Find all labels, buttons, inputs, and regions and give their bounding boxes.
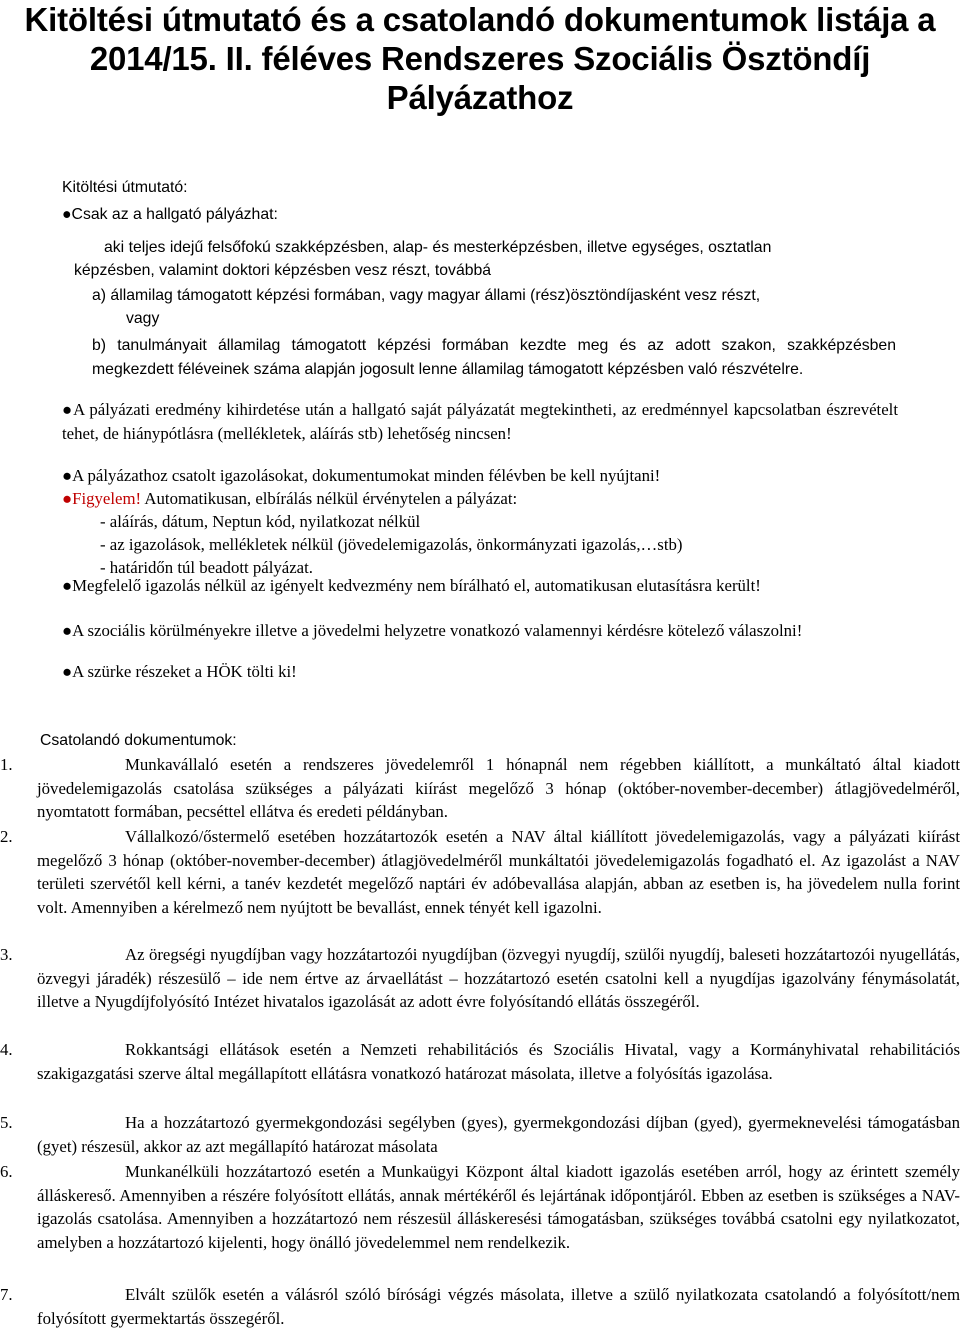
attachment-item-7 bbox=[0, 1283, 960, 1331]
condition-a-line-2: vagy bbox=[126, 310, 160, 327]
invalid-item-2: - az igazolások, mellékletek nélkül (jövedelemigazolás, önkormányzati igazolás,…stb) bbox=[100, 535, 683, 554]
grey-bullet: ●A szürke részeket a HÖK tölti ki! bbox=[62, 662, 297, 681]
attachment-number: 2. bbox=[0, 827, 13, 846]
attachment-number: 5. bbox=[0, 1113, 13, 1132]
attachment-number: 7. bbox=[0, 1285, 13, 1304]
condition-b-text: b) tanulmányait államilag támogatott képzési formában kezdte meg és az adott szakon, szakképzésben megkezdett féléveinek száma alapján jogosult lenne államilag támogatott képzésben való részvételre. bbox=[92, 337, 896, 378]
attachment-text: Munkavállaló esetén a rendszeres jövedelemről 1 hónapnál nem régebben kiállított, a munkáltató által kiadott jövedelemigazolás csatolása szükséges a pályázati kiírást megelőző 3 hónap (október-november-december) átlagjövedelméről, nyomtatott formában, pecséttel ellátva és eredeti példányban. bbox=[37, 755, 960, 821]
who-line-2: képzésben, valamint doktori képzésben vesz részt, továbbá bbox=[74, 262, 492, 279]
attachment-item-4 bbox=[0, 1038, 960, 1110]
proper-bullet: ●Megfelelő igazolás nélkül az igényelt kedvezmény nem bírálható el, automatikusan elutasításra került! bbox=[62, 576, 761, 595]
attachment-text: Vállalkozó/őstermelő esetében hozzátartozók esetén a NAV által kiállított jövedelemigazolás, vagy a pályázati kiírást megelőző 3 hónap (október-november-december) átlagjövedelméről munkáltatói jövedelemigazolás fogadható el. Az igazolást a NAV területi szervétől kell kérni, a tanév kezdetét megelőző naptári év adóbevallása alapján, abban az esetben is, ha jövedelem nulla forint volt. Amennyiben a kérelmező nem nyújtott be bevallást, ennek tényét kell igazolni. bbox=[37, 827, 960, 917]
attachment-number: 4. bbox=[0, 1040, 13, 1059]
page-title bbox=[0, 0, 960, 117]
attachment-item-5 bbox=[0, 1111, 960, 1159]
only-student-bullet: ●Csak az a hallgató pályázhat: bbox=[62, 206, 278, 223]
attachment-text: Munkanélküli hozzátartozó esetén a Munkaügyi Központ által kiadott igazolás esetében arról, hogy az érintett személy álláskereső. Amennyiben a részére folyósított ellátás, annak mértékéről és lejártának időpontjáról. Ebben az esetben is szükséges a NAV- igazolás csatolása. Amennyiben a hozzátartozó nem részesül álláskeresési támogatásban, szükséges továbbá csatolni egy nyilatkozatot, amelyben a hozzátartozó kijelenti, hogy önálló jövedelemmel nem rendelkezik. bbox=[37, 1162, 960, 1252]
attachment-item-1 bbox=[0, 753, 960, 825]
attachment-number: 6. bbox=[0, 1162, 13, 1181]
attachment-number: 3. bbox=[0, 945, 13, 964]
invalid-item-3: - határidőn túl beadott pályázat. bbox=[100, 558, 313, 577]
attachment-item-6 bbox=[0, 1160, 960, 1278]
condition-a-line-1: a) államilag támogatott képzési formában, vagy magyar állami (rész)ösztöndíjasként vesz részt, bbox=[92, 287, 761, 304]
attach-bullet: ●A pályázathoz csatolt igazolásokat, dokumentumokat minden félévben be kell nyújtani! bbox=[62, 466, 661, 485]
invalid-item-1: - aláírás, dátum, Neptun kód, nyilatkozat nélkül bbox=[100, 512, 421, 531]
attachments-heading: Csatolandó dokumentumok: bbox=[40, 732, 237, 749]
attachment-text: Ha a hozzátartozó gyermekgondozási segélyben (gyes), gyermekgondozási díjban (gyed), gyermeknevelési támogatásban (gyet) részesül, akkor az azt megállapító határozat másolata bbox=[37, 1113, 960, 1156]
attachment-text: Az öregségi nyugdíjban vagy hozzátartozói nyugdíjban (özvegyi nyugdíj, szülői nyugdíj, baleseti hozzátartozói nyugellátás, özvegyi járadék) részesülő – ide nem értve az árvaellátást – hozzátartozó esetén csatolni kell a nyugdíjas igazolvány fénymásolatát, illetve a Nyugdíjfolyósító Intézet hivatalos igazolását az adott évre folyósítandó ellátás összegéről. bbox=[37, 945, 960, 1011]
attachment-item-3 bbox=[0, 943, 960, 1039]
attachment-text: Rokkantsági ellátások esetén a Nemzeti rehabilitációs és Szociális Hivatal, vagy a Kormányhivatal rehabilitációs szakigazgatási szerve által megállapított ellátásra vonatkozó határozat másolata, illetve a folyósítás igazolása. bbox=[37, 1040, 960, 1083]
title-line-2: 2014/15. II. féléves Rendszeres Szociális Ösztöndíj bbox=[89, 40, 871, 77]
title-line-1: Kitöltési útmutató és a csatolandó dokumentumok listája a bbox=[24, 1, 936, 38]
result-bullet: ●A pályázati eredmény kihirdetése után a hallgató saját pályázatát megtekintheti, az eredménnyel kapcsolatban észrevételt tehet, de hiánypótlásra (mellékletek, aláírás stb) lehetőség nincsen! bbox=[62, 400, 898, 443]
attention-prefix: ●Figyelem! bbox=[62, 489, 142, 508]
guide-heading: Kitöltési útmutató: bbox=[62, 179, 188, 196]
attention-text: Automatikusan, elbírálás nélkül érvénytelen a pályázat: bbox=[141, 489, 518, 508]
attachments-list bbox=[0, 753, 960, 1331]
who-line-1: aki teljes idejű felsőfokú szakképzésben, alap- és mesterképzésben, illetve egységes, osztatlan bbox=[104, 239, 772, 256]
attention-bullet bbox=[62, 487, 517, 511]
attachment-number: 1. bbox=[0, 755, 13, 774]
social-bullet: ●A szociális körülményekre illetve a jövedelmi helyzetre vonatkozó valamennyi kérdésre kötelező válaszolni! bbox=[62, 621, 803, 640]
title-line-3: Pályázathoz bbox=[386, 79, 574, 116]
condition-b bbox=[92, 334, 896, 381]
attachment-item-2 bbox=[0, 825, 960, 943]
attachment-text: Elvált szülők esetén a válásról szóló bírósági végzés másolata, illetve a szülő nyilatkozata csatolandó a folyósított/nem folyósított gyermektartás összegéről. bbox=[37, 1285, 960, 1328]
